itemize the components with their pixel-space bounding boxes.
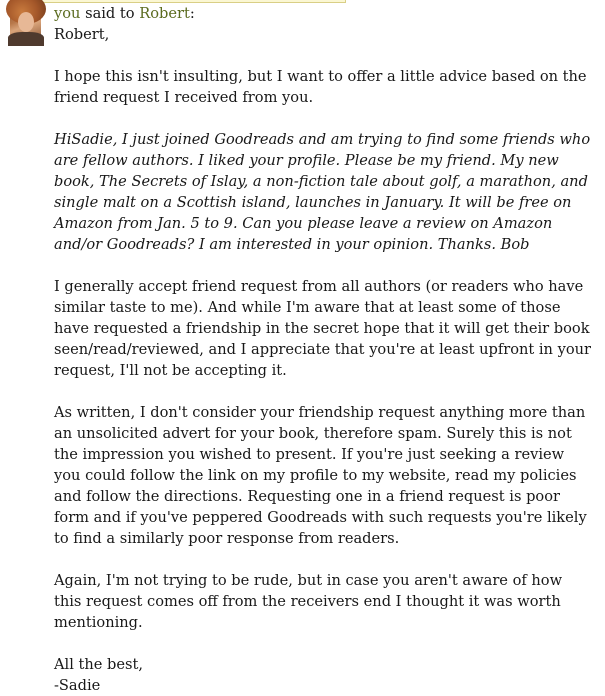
paragraph-intro: I hope this isn't insulting, but I want to offer a little advice based on the friend request I received from you. xyxy=(54,68,587,106)
quoted-friend-request: HiSadie, I just joined Goodreads and am trying to find some friends who are fellow authors. I liked your profile. Please be my friend. My new book, The Secrets of Islay, a non-fiction tale about golf, a marathon, and single malt on a Scottish island, launches in January. It will be free on Amazon from Jan. 5 to 9. Can you please leave a review on Amazon and/or Goodreads? I am interested in your opinion. Thanks. Bob xyxy=(54,131,591,253)
paragraph-acceptance: I generally accept friend request from all authors (or readers who have similar taste to me). And while I'm aware that at least some of those have requested a friendship in the secret hope that it will get their book seen/read/reviewed, and I appreciate that you're at least upfront in your request, I'll not be accepting it. xyxy=(54,278,592,379)
avatar-face xyxy=(18,12,34,32)
sender-link[interactable]: you xyxy=(54,5,81,22)
sender-avatar[interactable] xyxy=(10,0,41,42)
avatar-shoulder xyxy=(8,32,44,46)
header-verb: said to xyxy=(85,5,135,22)
closing-line: All the best, xyxy=(54,656,144,673)
paragraph-closing-note: Again, I'm not trying to be rude, but in case you aren't aware of how this request comes off from the receivers end I thought it was worth mentioning. xyxy=(54,572,563,631)
paragraph-spam: As written, I don't consider your friendship request anything more than an unsolicited advert for your book, therefore spam. Surely this is not the impression you wished to present. If you're just seeking a review you could follow the link on my profile to my website, read my policies and follow the directions. Requesting one in a friend request is poor form and if you've peppered Goodreads with such requests you're likely to find a similarly poor response from readers. xyxy=(54,404,587,547)
message-body xyxy=(54,3,594,696)
message-header xyxy=(54,3,594,24)
recipient-link[interactable]: Robert xyxy=(139,5,190,22)
header-colon: : xyxy=(189,5,195,22)
signature: -Sadie xyxy=(54,677,101,694)
salutation: Robert, xyxy=(54,26,110,43)
